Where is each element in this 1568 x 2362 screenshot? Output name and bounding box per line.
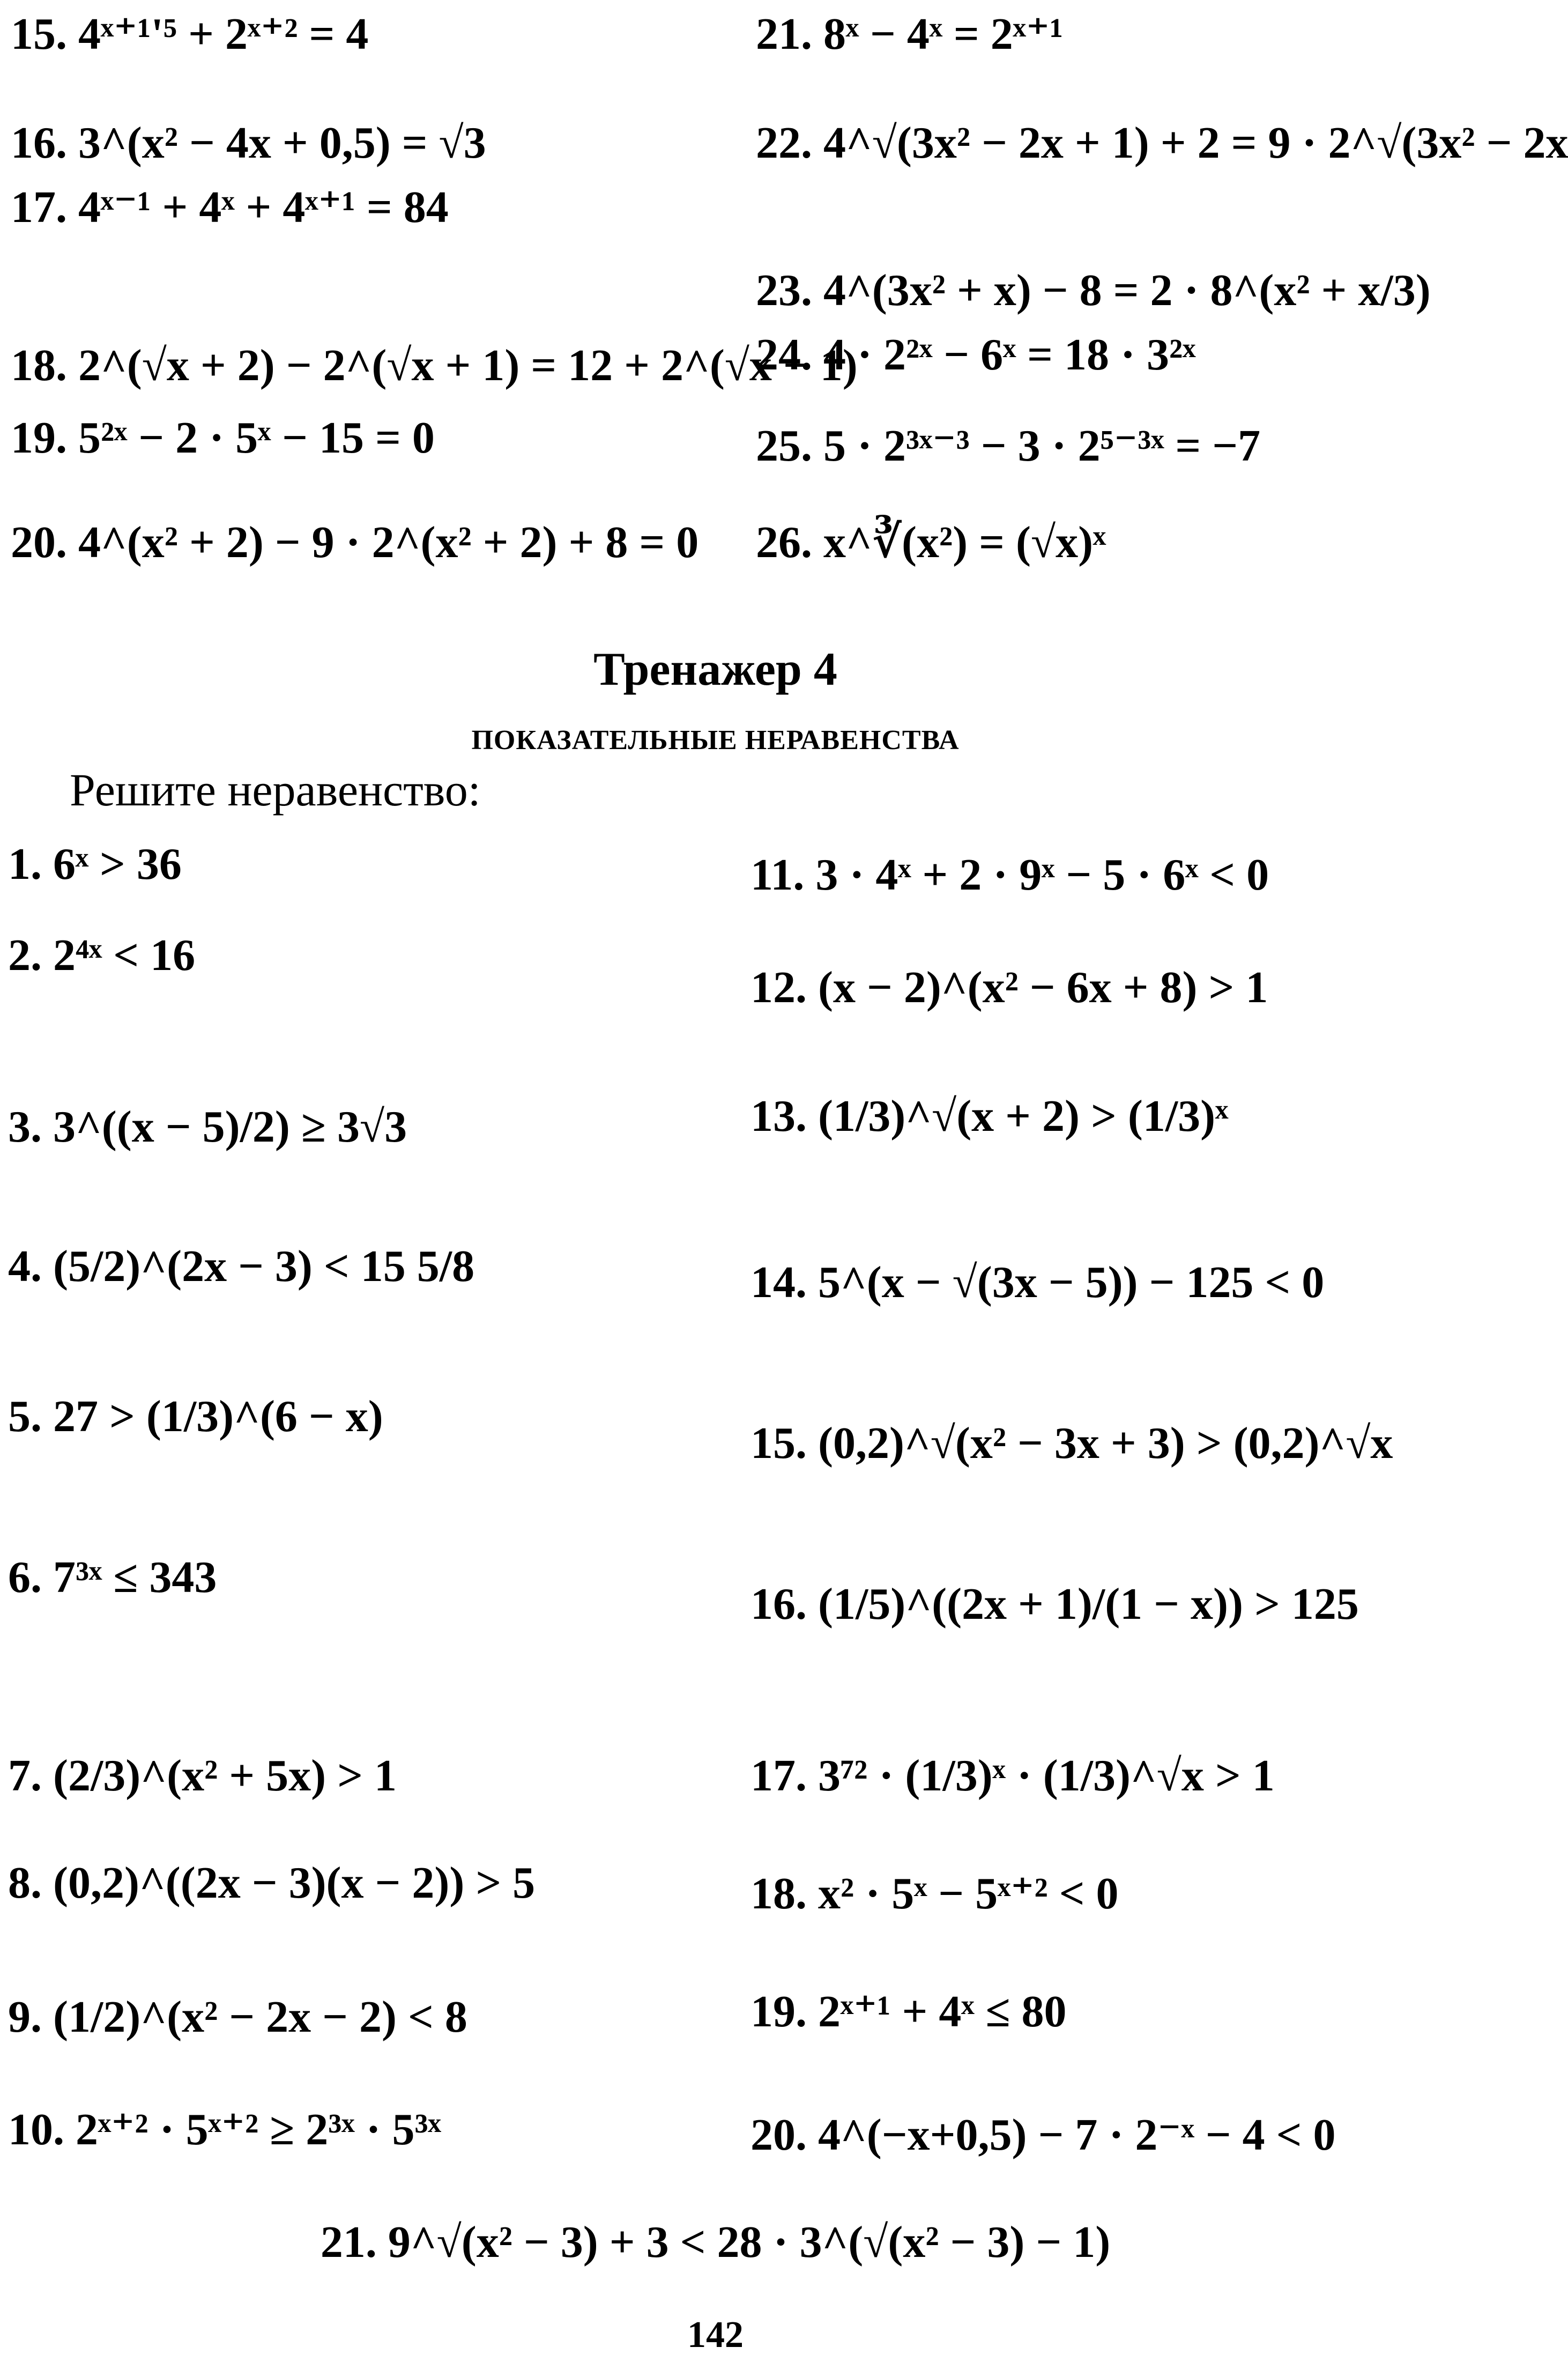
instruction-text: Решите неравенство:: [70, 764, 481, 816]
section-title: Тренажер 4: [593, 643, 837, 695]
equation-17: 17. 4ˣ⁻¹ + 4ˣ + 4ˣ⁺¹ = 84: [11, 182, 449, 232]
inequality-15: 15. (0,2)^√(x² − 3x + 3) > (0,2)^√x: [750, 1418, 1393, 1468]
inequality-5: 5. 27 > (1/3)^(6 − x): [8, 1391, 383, 1441]
inequality-8: 8. (0,2)^((2x − 3)(x − 2)) > 5: [8, 1858, 536, 1908]
inequality-9: 9. (1/2)^(x² − 2x − 2) < 8: [8, 1992, 467, 2042]
equation-26: 26. x^∛(x²) = (√x)ˣ: [756, 517, 1106, 567]
inequality-14: 14. 5^(x − √(3x − 5)) − 125 < 0: [750, 1257, 1325, 1307]
inequality-11: 11. 3 · 4ˣ + 2 · 9ˣ − 5 · 6ˣ < 0: [750, 850, 1269, 900]
inequality-17: 17. 3⁷² · (1/3)ˣ · (1/3)^√x > 1: [750, 1751, 1275, 1801]
equation-22: 22. 4^√(3x² − 2x + 1) + 2 = 9 · 2^√(3x² − 2x: [756, 118, 1568, 168]
equation-25: 25. 5 · 2³ˣ⁻³ − 3 · 2⁵⁻³ˣ = −7: [756, 421, 1261, 471]
inequality-1: 1. 6ˣ > 36: [8, 839, 182, 889]
inequality-3: 3. 3^((x − 5)/2) ≥ 3√3: [8, 1102, 407, 1152]
equation-16: 16. 3^(x² − 4x + 0,5) = √3: [11, 118, 486, 168]
inequality-16: 16. (1/5)^((2x + 1)/(1 − x)) > 125: [750, 1579, 1359, 1629]
inequality-19: 19. 2ˣ⁺¹ + 4ˣ ≤ 80: [750, 1987, 1067, 2037]
inequality-4: 4. (5/2)^(2x − 3) < 15 5/8: [8, 1241, 475, 1291]
inequality-7: 7. (2/3)^(x² + 5x) > 1: [8, 1751, 397, 1801]
equation-19: 19. 5²ˣ − 2 · 5ˣ − 15 = 0: [11, 413, 435, 463]
equation-18: 18. 2^(√x + 2) − 2^(√x + 1) = 12 + 2^(√x − 1): [11, 340, 858, 390]
equation-23: 23. 4^(3x² + x) − 8 = 2 · 8^(x² + x/3): [756, 265, 1431, 315]
equation-15: 15. 4ˣ⁺¹'⁵ + 2ˣ⁺² = 4: [11, 9, 369, 59]
inequality-18: 18. x² · 5ˣ − 5ˣ⁺² < 0: [750, 1869, 1119, 1919]
inequality-21: 21. 9^√(x² − 3) + 3 < 28 · 3^(√(x² − 3) − 1): [320, 2217, 1111, 2267]
inequality-12: 12. (x − 2)^(x² − 6x + 8) > 1: [750, 962, 1268, 1012]
equation-20: 20. 4^(x² + 2) − 9 · 2^(x² + 2) + 8 = 0: [11, 517, 699, 567]
inequality-2: 2. 2⁴ˣ < 16: [8, 930, 196, 980]
inequality-6: 6. 7³ˣ ≤ 343: [8, 1552, 217, 1602]
equation-21: 21. 8ˣ − 4ˣ = 2ˣ⁺¹: [756, 9, 1064, 59]
section-subtitle: ПОКАЗАТЕЛЬНЫЕ НЕРАВЕНСТВА: [471, 725, 960, 756]
inequality-13: 13. (1/3)^√(x + 2) > (1/3)ˣ: [750, 1091, 1229, 1141]
inequality-20: 20. 4^(−x+0,5) − 7 · 2⁻ˣ − 4 < 0: [750, 2110, 1336, 2160]
equation-24: 24. 4 · 2²ˣ − 6ˣ = 18 · 3²ˣ: [756, 330, 1196, 380]
page-number: 142: [687, 2314, 744, 2356]
inequality-10: 10. 2ˣ⁺² · 5ˣ⁺² ≥ 2³ˣ · 5³ˣ: [8, 2105, 441, 2154]
